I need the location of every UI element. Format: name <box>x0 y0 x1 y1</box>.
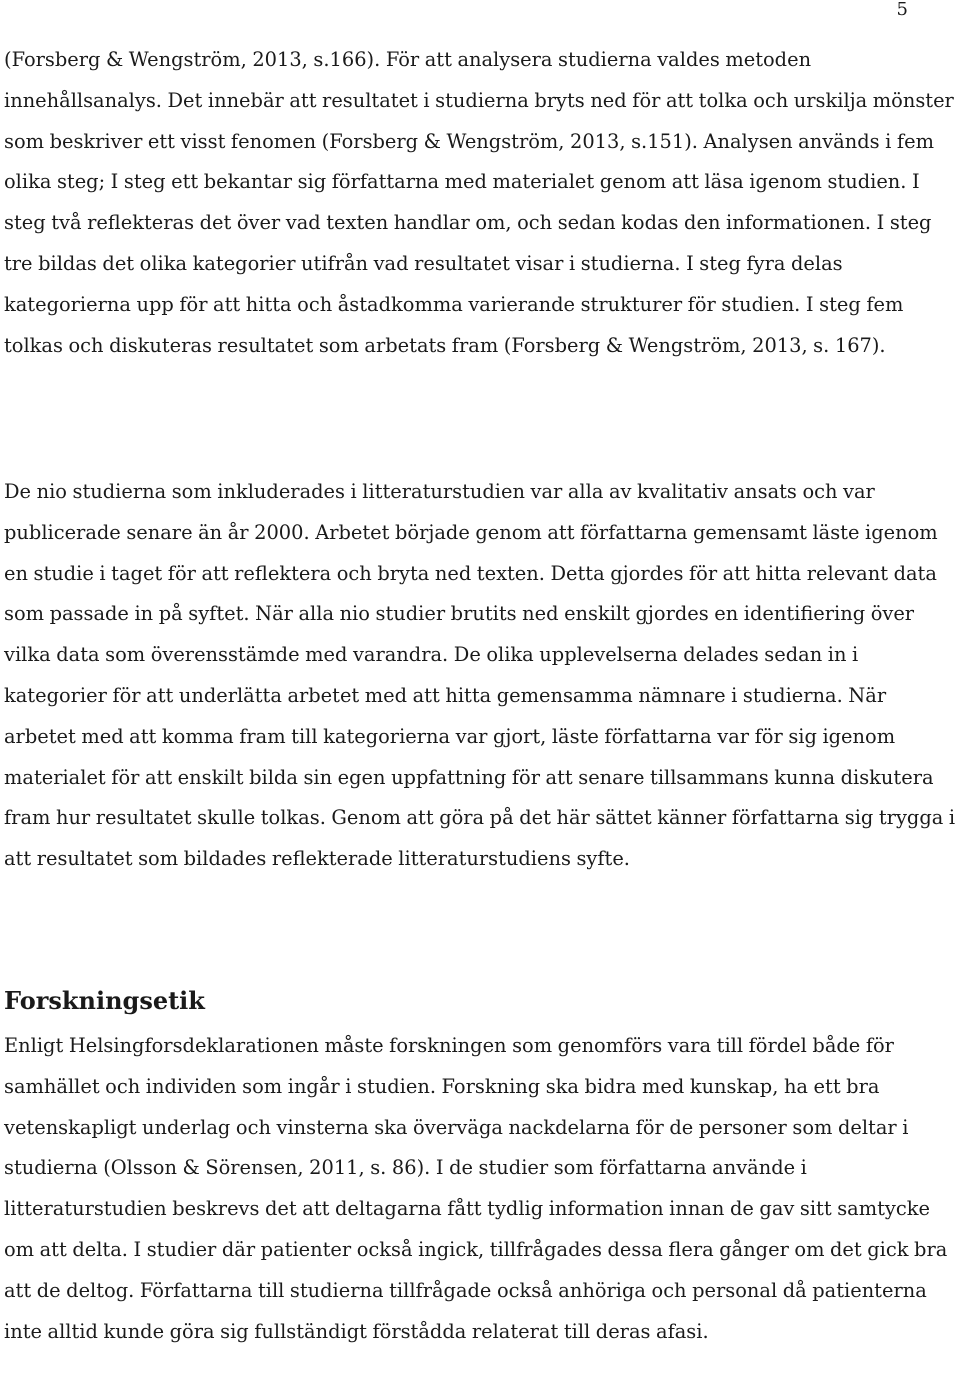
section-heading-forskningsetik: Forskningsetik <box>4 986 205 1015</box>
paragraph-method-analysis: (Forsberg & Wengström, 2013, s.166). För att analysera studierna valdes metoden innehållsanalys. Det innebär att resultatet i studierna bryts ned för att tolka och urskilja mönster som beskriver ett visst fenomen (Forsberg & Wengström, 2013, s.151). Analysen används i fem olika steg; I steg ett bekantar sig författarna med materialet genom att läsa igenom studien. I steg två reflekteras det över vad texten handlar om, och sedan kodas den informationen. I steg tre bildas det olika kategorier utifrån vad resultatet visar i studierna. I steg fyra delas kategorierna upp för att hitta och åstadkomma varierande strukturer för studien. I steg fem tolkas och diskuteras resultatet som arbetats fram (Forsberg & Wengström, 2013, s. 167). <box>4 48 954 357</box>
paragraph-study-process: De nio studierna som inkluderades i litteraturstudien var alla av kvalitativ ansats och var publicerade senare än år 2000. Arbetet började genom att författarna gemensamt läste igenom en studie i taget för att reflektera och bryta ned texten. Detta gjordes för att hitta relevant data som passade in på syftet. När alla nio studier brutits ned enskilt gjordes en identifiering över vilka data som överensstämde med varandra. De olika upplevelserna delades sedan in i kategorier för att underlätta arbetet med att hitta gemensamma nämnare i studierna. När arbetet med att komma fram till kategorierna var gjort, läste författarna var för sig igenom materialet för att enskilt bilda sin egen uppfattning för att senare tillsammans kunna diskutera fram hur resultatet skulle tolkas. Genom att göra på det här sättet känner författarna sig trygga i att resultatet som bildades reflekterade litteraturstudiens syfte. <box>4 480 956 871</box>
paragraph-research-ethics: Enligt Helsingforsdeklarationen måste forskningen som genomförs vara till fördel både för samhället och individen som ingår i studien. Forskning ska bidra med kunskap, ha ett bra vetenskapligt underlag och vinsterna ska överväga nackdelarna för de personer som deltar i studierna (Olsson & Sörensen, 2011, s. 86). I de studier som författarna använde i litteraturstudien beskrevs det att deltagarna fått tydlig information innan de gav sitt samtycke om att delta. I studier där patienter också ingick, tillfrågades dessa flera gånger om det gick bra att de deltog. Författarna till studierna tillfrågade också anhöriga och personal då patienterna inte alltid kunde göra sig fullständigt förstådda relaterat till deras afasi. <box>4 1034 948 1343</box>
page-number: 5 <box>896 0 908 20</box>
